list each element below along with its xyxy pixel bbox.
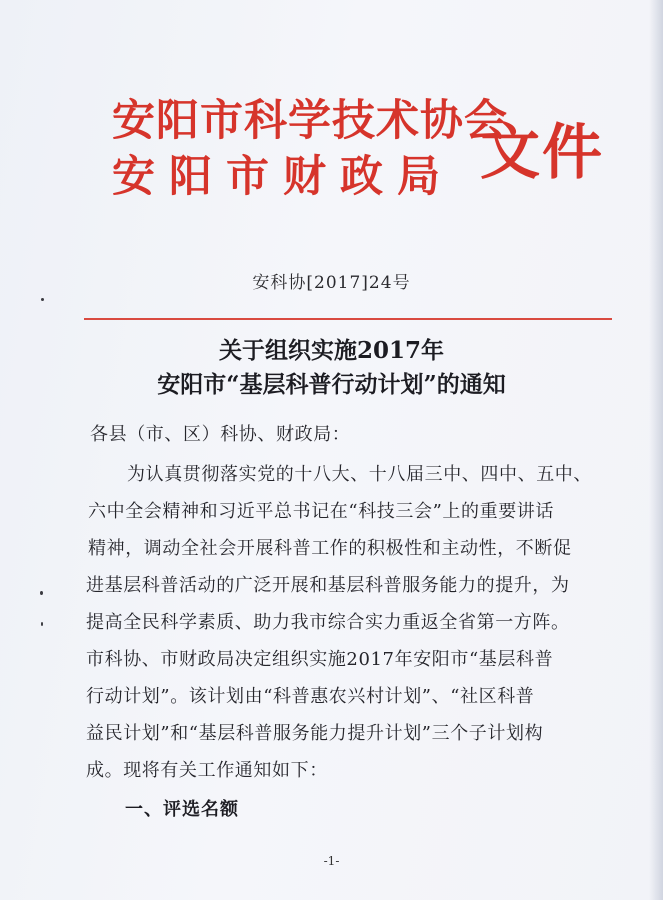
issuer-name-primary: 安阳市科学技术协会: [112, 96, 508, 146]
body-line-4: 进基层科普活动的广泛开展和基层科普服务能力的提升，为: [86, 575, 570, 596]
page-number: -1-: [323, 854, 340, 868]
body-line-9: 成。现将有关工作通知如下：: [86, 760, 328, 781]
body-line-5: 提高全民科学素质、助力我市综合实力重返全省第一方阵。: [86, 612, 570, 633]
paper-speck: [41, 298, 44, 301]
paper-speck: [41, 622, 43, 626]
header-document-suffix: 文件: [480, 118, 604, 188]
body-line-3: 精神，调动全社会开展科普工作的积极性和主动性，不断促: [88, 538, 572, 559]
document-title-line-1: 关于组织实施2017年: [218, 337, 444, 364]
document-number: 安科协[2017]24号: [252, 273, 411, 293]
document-title-line-2: 安阳市“基层科普行动计划”的通知: [157, 371, 506, 398]
body-line-6: 市科协、市财政局决定组织实施2017年安阳市“基层科普: [86, 649, 554, 670]
body-line-1: 为认真贯彻落实党的十八大、十八届三中、四中、五中、: [127, 464, 592, 485]
red-divider-line: [84, 318, 612, 320]
issuer-name-secondary: 安阳市财政局: [112, 152, 454, 202]
paper-speck: [40, 591, 43, 595]
document-header: [112, 96, 604, 216]
section-heading: 一、评选名额: [125, 799, 239, 820]
body-line-2: 六中全会精神和习近平总书记在“科技三会”上的重要讲话: [88, 501, 555, 522]
body-line-7: 行动计划”。该计划由“科普惠农兴村计划”、“社区科普: [86, 686, 535, 707]
body-line-8: 益民计划”和“基层科普服务能力提升计划”三个子计划构: [86, 723, 544, 744]
salutation: 各县（市、区）科协、财政局：: [90, 424, 351, 445]
